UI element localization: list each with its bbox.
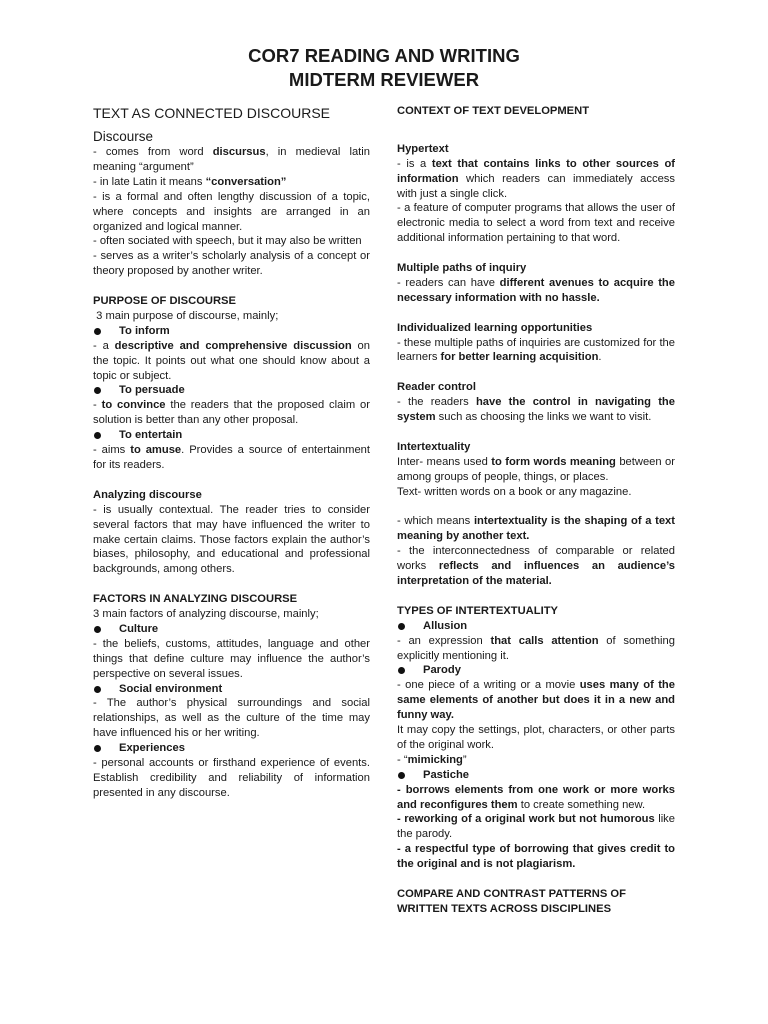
individualized-heading: Individualized learning opportunities	[397, 321, 593, 334]
paths-text: - readers can have different avenues to acquire the necessary information with no hassle.	[397, 276, 675, 304]
intertextuality-definition: - which means intertextuality is the shaping of a text meaning by another text.	[397, 515, 676, 543]
section-title-context: CONTEXT OF TEXT DEVELOPMENT	[397, 105, 590, 117]
reader-control-heading: Reader control	[397, 381, 476, 394]
inter-meaning: Inter- means used to form words meaning between or among groups of people, things, or places.	[397, 455, 675, 483]
bullet-to-persuade: To persuade	[93, 383, 370, 398]
bullet-icon	[398, 772, 405, 779]
hypertext-definition: - is a text that contains links to other sources of information which readers can immediately access with just a single click.	[397, 157, 675, 200]
bullet-icon	[398, 667, 405, 674]
compare-heading: COMPARE AND CONTRAST PATTERNS OF WRITTEN TEXTS ACROSS DISCIPLINES	[397, 888, 626, 915]
entertain-text: - aims to amuse. Provides a source of entertainment for its readers.	[93, 444, 371, 472]
paths-heading: Multiple paths of inquiry	[397, 262, 527, 275]
social-environment-text: - The author’s physical surroundings and social relationships, as well as the culture of the time may have influenced his or her writing.	[93, 697, 370, 740]
intertextuality-heading: Intertextuality	[397, 440, 471, 453]
discourse-heading: Discourse	[93, 129, 154, 144]
parody-text: - one piece of a writing or a movie uses many of the same elements of another but does it in a new and funny way.	[397, 679, 675, 722]
discourse-origin: - comes from word discursus, in medieval latin meaning “argument”	[93, 146, 371, 173]
persuade-text: - to convince the readers that the proposed claim or solution is better than any other proposal.	[93, 399, 370, 427]
document-title: COR7 READING AND WRITING	[248, 45, 520, 66]
bullet-to-entertain: To entertain	[93, 428, 370, 443]
allusion-text: - an expression that calls attention of something explicitly mentioning it.	[397, 634, 675, 662]
experiences-text: - personal accounts or firsthand experience of events. Establish credibility and reliability of information presented in any discourse.	[93, 757, 370, 799]
analyzing-heading: Analyzing discourse	[93, 488, 202, 501]
culture-text: - the beliefs, customs, attitudes, language and other things that define culture may influence the author’s perspective on several issues.	[93, 637, 370, 680]
bullet-social-environment: Social environment	[93, 682, 370, 697]
section-title-connected-discourse: TEXT AS CONNECTED DISCOURSE	[93, 105, 331, 121]
factors-heading: FACTORS IN ANALYZING DISCOURSE	[93, 593, 298, 606]
bullet-allusion: Allusion	[397, 619, 675, 634]
discourse-speech: - often sociated with speech, but it may also be written	[93, 235, 362, 248]
hypertext-heading: Hypertext	[397, 142, 449, 155]
bullet-to-inform: To inform	[93, 324, 370, 339]
bullet-experiences: Experiences	[93, 741, 370, 756]
discourse-latin: - in late Latin it means “conversation”	[93, 175, 287, 188]
purpose-intro: 3 main purpose of discourse, mainly;	[96, 309, 279, 322]
hypertext-feature: - a feature of computer programs that allows the user of electronic media to select a word from text and receive additional information pertaining to that word.	[397, 202, 675, 245]
types-heading: TYPES OF INTERTEXTUALITY	[397, 604, 558, 617]
pastiche-borrows: - borrows elements from one work or more works and reconfigures them to create something new.	[397, 783, 675, 811]
parody-mimicking: - “mimicking”	[397, 753, 467, 766]
left-column	[93, 104, 370, 801]
text-meaning: Text- written words on a book or any magazine.	[397, 485, 632, 498]
bullet-parody: Parody	[397, 663, 675, 678]
purpose-heading: PURPOSE OF DISCOURSE	[93, 295, 236, 308]
bullet-icon	[94, 432, 101, 439]
inform-text: - a descriptive and comprehensive discussion on the topic. It points out what one should know about a topic or subject.	[93, 339, 370, 382]
bullet-icon	[94, 387, 101, 394]
pastiche-reworking: - reworking of a original work but not humorous like the parody.	[397, 813, 675, 841]
document-header	[0, 44, 768, 92]
right-column	[397, 104, 675, 917]
parody-copy: It may copy the settings, plot, characters, or other parts of the original work.	[397, 724, 675, 751]
discourse-analysis: - serves as a writer’s scholarly analysis of a concept or theory proposed by another writer.	[93, 250, 370, 278]
bullet-icon	[94, 686, 101, 693]
reader-control-text: - the readers have the control in navigating the system such as choosing the links we want to visit.	[397, 396, 675, 424]
intertextuality-interconnectedness: - the interconnectedness of comparable or related works reflects and influences an audience’s interpretation of the material.	[397, 545, 675, 587]
bullet-icon	[94, 626, 101, 633]
factors-intro: 3 main factors of analyzing discourse, mainly;	[93, 608, 319, 621]
discourse-definition: - is a formal and often lengthy discussion of a topic, where concepts and insights are arranged in an organized and logical manner.	[93, 190, 370, 233]
bullet-icon	[398, 623, 405, 630]
pastiche-respectful: - a respectful type of borrowing that gives credit to the original and is not plagiarism.	[397, 843, 675, 871]
bullet-culture: Culture	[93, 622, 370, 637]
individualized-text: - these multiple paths of inquiries are customized for the learners for better learning acquisition.	[397, 336, 675, 364]
analyzing-text: - is usually contextual. The reader tries to consider several factors that may have influenced the writer to make certain claims. Those factors explain the author’s biases, philosophy, and educational and professional backgrounds, among others.	[93, 503, 370, 576]
document-subtitle: MIDTERM REVIEWER	[288, 69, 480, 90]
bullet-icon	[94, 745, 101, 752]
bullet-pastiche: Pastiche	[397, 768, 675, 783]
bullet-icon	[94, 328, 101, 335]
